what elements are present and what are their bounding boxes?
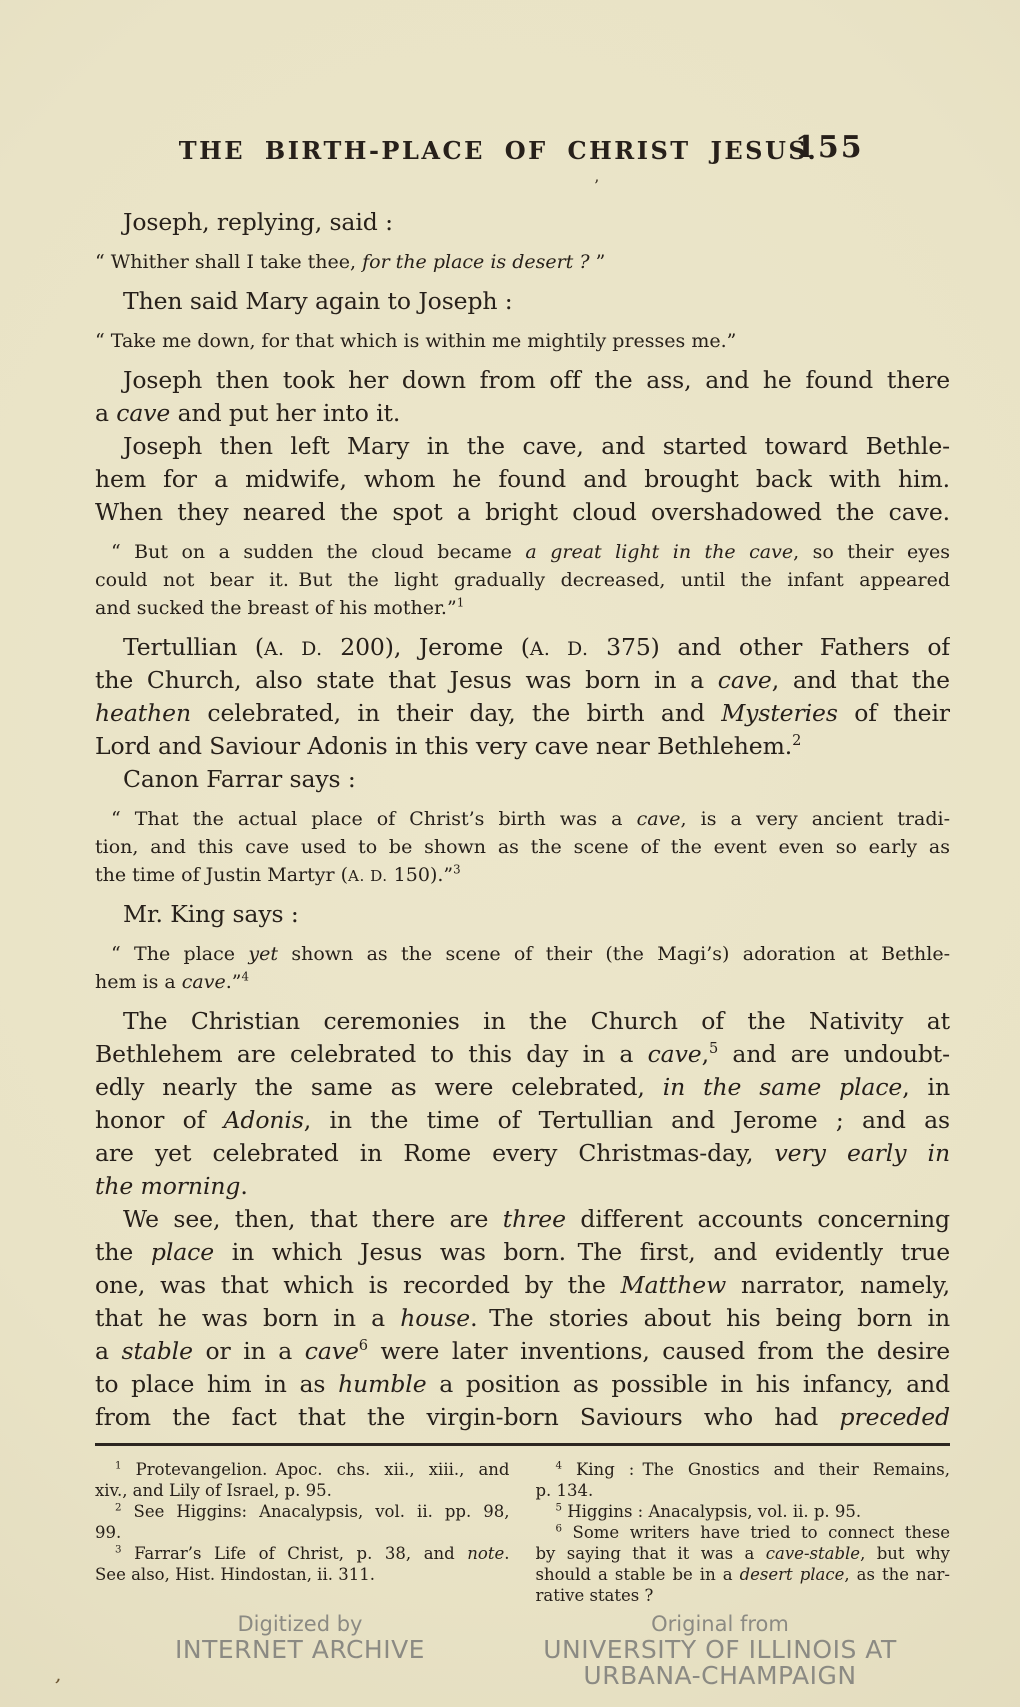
text-segment: Bethlehem are celebrated to this day in a bbox=[95, 1040, 648, 1068]
footnotes-section bbox=[95, 1459, 950, 1606]
text-segment: and put her into it. bbox=[170, 399, 401, 427]
text-line bbox=[95, 1104, 950, 1137]
text-segment: Lord and Saviour Adonis in this very cave near Bethlehem. bbox=[95, 732, 793, 760]
footnote bbox=[536, 1459, 951, 1501]
text-segment: A. D. bbox=[529, 639, 589, 660]
footnote bbox=[536, 1522, 951, 1606]
text-line bbox=[95, 1005, 950, 1038]
text-segment: the bbox=[95, 1238, 151, 1266]
text-line bbox=[95, 1071, 950, 1104]
text-segment: celebrated, in their day, the birth and bbox=[190, 699, 722, 727]
text-line bbox=[95, 968, 950, 996]
text-line bbox=[95, 1368, 950, 1401]
text-segment: preceded bbox=[839, 1403, 950, 1431]
internet-archive-label: INTERNET ARCHIVE bbox=[175, 1635, 425, 1664]
text-segment: , bbox=[701, 1040, 709, 1068]
text-segment: See also, Hist. Hindostan, ii. 311. bbox=[95, 1565, 375, 1584]
text-line bbox=[536, 1480, 951, 1501]
text-line bbox=[95, 664, 950, 697]
text-segment: , but why bbox=[860, 1544, 950, 1563]
text-segment: .” bbox=[225, 971, 242, 993]
page-title: THE BIRTH-PLACE OF CHRIST JESUS. bbox=[178, 136, 819, 165]
text-segment: the time of Justin Martyr ( bbox=[95, 864, 349, 886]
text-segment: When they neared the spot a bright cloud overshadowed the cave. bbox=[95, 498, 950, 526]
text-segment: Tertullian ( bbox=[123, 633, 264, 661]
quote-paragraph bbox=[95, 940, 950, 996]
text-line bbox=[95, 1459, 510, 1480]
text-segment: house bbox=[400, 1304, 471, 1332]
footnote-reference: 3 bbox=[453, 862, 461, 877]
text-line bbox=[95, 1480, 510, 1501]
text-segment: The Christian ceremonies in the Church of the Nativity at bbox=[123, 1007, 950, 1035]
text-segment: Protevangelion. Apoc. chs. xii., xiii., and bbox=[121, 1460, 510, 1479]
text-line bbox=[95, 631, 950, 664]
text-line bbox=[95, 248, 950, 276]
text-line bbox=[95, 397, 950, 430]
text-segment: in the same place bbox=[662, 1073, 903, 1101]
text-line bbox=[95, 594, 950, 622]
text-segment: edly nearly the same as were celebrated, bbox=[95, 1073, 663, 1101]
text-line bbox=[95, 364, 950, 397]
body-paragraph bbox=[95, 430, 950, 529]
text-segment: Canon Farrar says : bbox=[123, 765, 356, 793]
text-segment: cave bbox=[181, 971, 226, 993]
text-line bbox=[95, 566, 950, 594]
text-line bbox=[95, 538, 950, 566]
text-segment: yet bbox=[248, 943, 278, 965]
text-segment: Adonis bbox=[223, 1106, 304, 1134]
text-line bbox=[95, 833, 950, 861]
page-body bbox=[95, 206, 950, 1434]
text-line bbox=[95, 1038, 950, 1071]
footnote-reference: 5 bbox=[708, 1040, 719, 1058]
text-line bbox=[95, 1501, 510, 1522]
text-segment: and sucked the breast of his mother.” bbox=[95, 597, 457, 619]
footnote-reference: 3 bbox=[115, 1544, 122, 1556]
quote-paragraph bbox=[95, 805, 950, 889]
running-head bbox=[95, 130, 950, 170]
text-line bbox=[95, 430, 950, 463]
text-line bbox=[95, 1543, 510, 1564]
text-line bbox=[95, 1236, 950, 1269]
text-segment: a bbox=[95, 1337, 122, 1365]
text-line bbox=[95, 763, 950, 796]
text-segment: “ The place bbox=[111, 943, 249, 965]
text-segment: cave bbox=[717, 666, 772, 694]
text-line bbox=[95, 496, 950, 529]
text-line bbox=[95, 285, 950, 318]
text-segment: , in the time of Tertullian and Jerome ; and as bbox=[303, 1106, 950, 1134]
text-segment: very early in bbox=[774, 1139, 950, 1167]
text-segment: Farrar’s Life of Christ, p. 38, and bbox=[121, 1544, 468, 1563]
text-line bbox=[95, 697, 950, 730]
text-segment: one, was that which is recorded by the bbox=[95, 1271, 621, 1299]
text-line bbox=[536, 1522, 951, 1543]
text-segment: cave-stable bbox=[765, 1544, 861, 1563]
text-segment: . bbox=[240, 1172, 248, 1200]
text-segment: Joseph, replying, said : bbox=[123, 208, 393, 236]
text-segment: the morning bbox=[95, 1172, 241, 1200]
text-segment: cave bbox=[304, 1337, 359, 1365]
quote-paragraph bbox=[95, 327, 950, 355]
text-line bbox=[95, 1137, 950, 1170]
text-segment: . The stories about his being born in bbox=[470, 1304, 950, 1332]
text-segment: We see, then, that there are bbox=[123, 1205, 503, 1233]
text-segment: place bbox=[150, 1238, 215, 1266]
footnote-rule bbox=[95, 1443, 950, 1446]
quote-paragraph bbox=[95, 248, 950, 276]
text-segment: and are undoubt- bbox=[718, 1040, 950, 1068]
text-segment: a great light in the cave bbox=[525, 541, 794, 563]
text-line bbox=[95, 1401, 950, 1434]
text-line bbox=[95, 940, 950, 968]
body-paragraph bbox=[95, 763, 950, 796]
digitized-by-label: Digitized by bbox=[237, 1612, 363, 1636]
footnote bbox=[95, 1543, 510, 1585]
text-segment: xiv., and Lily of Israel, p. 95. bbox=[95, 1481, 332, 1500]
text-segment: rative states ? bbox=[535, 1586, 654, 1605]
text-segment: a bbox=[95, 399, 117, 427]
scan-artifact-comma: , bbox=[54, 1661, 64, 1687]
text-segment: shown as the scene of their (the Magi’s) adoration at Bethle- bbox=[277, 943, 950, 965]
text-segment: Mr. King says : bbox=[123, 900, 299, 928]
text-segment: heathen bbox=[95, 699, 191, 727]
text-segment: desert place bbox=[739, 1565, 845, 1584]
text-segment: Some writers have tried to connect these bbox=[562, 1523, 950, 1542]
text-line bbox=[95, 1170, 950, 1203]
scan-artifact-apostrophe: ’ bbox=[594, 176, 600, 195]
text-segment: “ Whither shall I take thee, bbox=[95, 251, 363, 273]
text-segment: , so their eyes bbox=[793, 541, 950, 563]
text-segment: honor of bbox=[95, 1106, 224, 1134]
text-line bbox=[95, 730, 950, 763]
body-paragraph bbox=[95, 1203, 950, 1434]
text-segment: cave bbox=[116, 399, 171, 427]
body-paragraph bbox=[95, 364, 950, 430]
text-segment: different accounts concerning bbox=[565, 1205, 950, 1233]
text-segment: Then said Mary again to Joseph : bbox=[123, 287, 513, 315]
text-line bbox=[95, 805, 950, 833]
footnote bbox=[536, 1501, 951, 1522]
footnote-reference: 6 bbox=[555, 1523, 563, 1535]
footnote-reference: 4 bbox=[555, 1460, 563, 1472]
footnote-reference: 1 bbox=[456, 595, 465, 610]
text-line bbox=[95, 1564, 510, 1585]
text-segment: , in bbox=[902, 1073, 950, 1101]
text-segment: “ But on a sudden the cloud became bbox=[111, 541, 526, 563]
text-segment: 200), Jerome ( bbox=[322, 633, 530, 661]
text-segment: 150).” bbox=[387, 864, 454, 886]
footnote-column-left bbox=[95, 1459, 510, 1606]
text-line bbox=[95, 1302, 950, 1335]
text-segment: a position as possible in his infancy, and bbox=[426, 1370, 950, 1398]
text-segment: A. D. bbox=[263, 639, 323, 660]
text-segment: 99. bbox=[95, 1523, 122, 1542]
quote-paragraph bbox=[95, 538, 950, 622]
text-segment: cave bbox=[636, 808, 681, 830]
body-paragraph bbox=[95, 898, 950, 931]
text-segment: , is a very ancient tradi- bbox=[680, 808, 950, 830]
text-segment: stable bbox=[121, 1337, 193, 1365]
original-from-label: Original from bbox=[651, 1612, 789, 1636]
text-segment: , as the nar- bbox=[844, 1565, 950, 1584]
text-segment: the Church, also state that Jesus was born in a bbox=[95, 666, 718, 694]
text-segment: of their bbox=[837, 699, 950, 727]
footnote-reference: 5 bbox=[555, 1502, 563, 1514]
text-segment: Mysteries bbox=[721, 699, 838, 727]
text-segment: narrator, namely, bbox=[726, 1271, 950, 1299]
text-line bbox=[536, 1564, 951, 1585]
text-segment: See Higgins: Anacalypsis, vol. ii. pp. 98, bbox=[121, 1502, 510, 1521]
text-line bbox=[95, 463, 950, 496]
university-name-line2: URBANA-CHAMPAIGN bbox=[583, 1661, 857, 1690]
text-segment: Higgins : Anacalypsis, vol. ii. p. 95. bbox=[562, 1502, 862, 1521]
text-segment: are yet celebrated in Rome every Christmas-day, bbox=[95, 1139, 775, 1167]
footnote-reference: 2 bbox=[792, 732, 802, 750]
internet-archive-watermark bbox=[100, 1612, 500, 1663]
body-paragraph bbox=[95, 206, 950, 239]
text-line bbox=[95, 206, 950, 239]
footnote bbox=[95, 1501, 510, 1543]
text-segment: King : The Gnostics and their Remains, bbox=[562, 1460, 950, 1479]
text-line bbox=[95, 861, 950, 889]
text-line bbox=[95, 1335, 950, 1368]
text-segment: should a stable be in a bbox=[535, 1565, 740, 1584]
text-segment: from the fact that the virgin-born Saviours who had bbox=[95, 1403, 840, 1431]
text-segment: , and that the bbox=[771, 666, 950, 694]
text-segment: “ That the actual place of Christ’s birth was a bbox=[111, 808, 637, 830]
page-number: 155 bbox=[795, 130, 864, 165]
text-segment: or in a bbox=[192, 1337, 305, 1365]
text-segment: three bbox=[502, 1205, 566, 1233]
footnote-reference: 6 bbox=[358, 1337, 368, 1355]
footnote-reference: 4 bbox=[241, 969, 249, 984]
footnote-reference: 1 bbox=[115, 1460, 122, 1472]
university-name-line1: UNIVERSITY OF ILLINOIS AT bbox=[543, 1635, 897, 1664]
text-segment: A. D. bbox=[348, 867, 388, 885]
body-paragraph bbox=[95, 1005, 950, 1203]
text-segment: cave bbox=[647, 1040, 702, 1068]
text-segment: were later inventions, caused from the desire bbox=[367, 1337, 950, 1365]
university-watermark bbox=[500, 1612, 940, 1689]
text-segment: in which Jesus was born. The first, and evidently true bbox=[214, 1238, 950, 1266]
footnote-reference: 2 bbox=[115, 1502, 122, 1514]
text-segment: “ Take me down, for that which is within me mightily presses me.” bbox=[95, 330, 737, 352]
body-paragraph bbox=[95, 631, 950, 763]
text-segment: note bbox=[467, 1544, 505, 1563]
text-line bbox=[536, 1501, 951, 1522]
text-segment: to place him in as bbox=[95, 1370, 339, 1398]
text-line bbox=[95, 1203, 950, 1236]
text-segment: hem is a bbox=[95, 971, 182, 993]
text-segment: . bbox=[504, 1544, 510, 1563]
footnote-column-right bbox=[536, 1459, 951, 1606]
text-line bbox=[95, 1522, 510, 1543]
text-segment: humble bbox=[338, 1370, 427, 1398]
text-segment: that he was born in a bbox=[95, 1304, 401, 1332]
text-segment: ” bbox=[595, 251, 606, 273]
text-segment: could not bear it. But the light gradually decreased, until the infant appeared bbox=[95, 569, 950, 591]
text-line bbox=[95, 327, 950, 355]
text-segment: p. 134. bbox=[535, 1481, 594, 1500]
footnote bbox=[95, 1459, 510, 1501]
text-segment: 375) and other Fathers of bbox=[588, 633, 950, 661]
text-segment: for the place is desert ? bbox=[362, 251, 596, 273]
text-segment: hem for a midwife, whom he found and brought back with him. bbox=[95, 465, 950, 493]
text-line bbox=[536, 1585, 951, 1606]
text-segment: Matthew bbox=[620, 1271, 727, 1299]
body-paragraph bbox=[95, 285, 950, 318]
text-line bbox=[536, 1459, 951, 1480]
text-segment: Joseph then left Mary in the cave, and started toward Bethle- bbox=[123, 432, 950, 460]
text-line bbox=[95, 1269, 950, 1302]
text-line bbox=[95, 898, 950, 931]
text-segment: by saying that it was a bbox=[535, 1544, 766, 1563]
text-line bbox=[536, 1543, 951, 1564]
text-segment: Joseph then took her down from off the ass, and he found there bbox=[123, 366, 950, 394]
text-segment: tion, and this cave used to be shown as the scene of the event even so early as bbox=[95, 836, 950, 858]
